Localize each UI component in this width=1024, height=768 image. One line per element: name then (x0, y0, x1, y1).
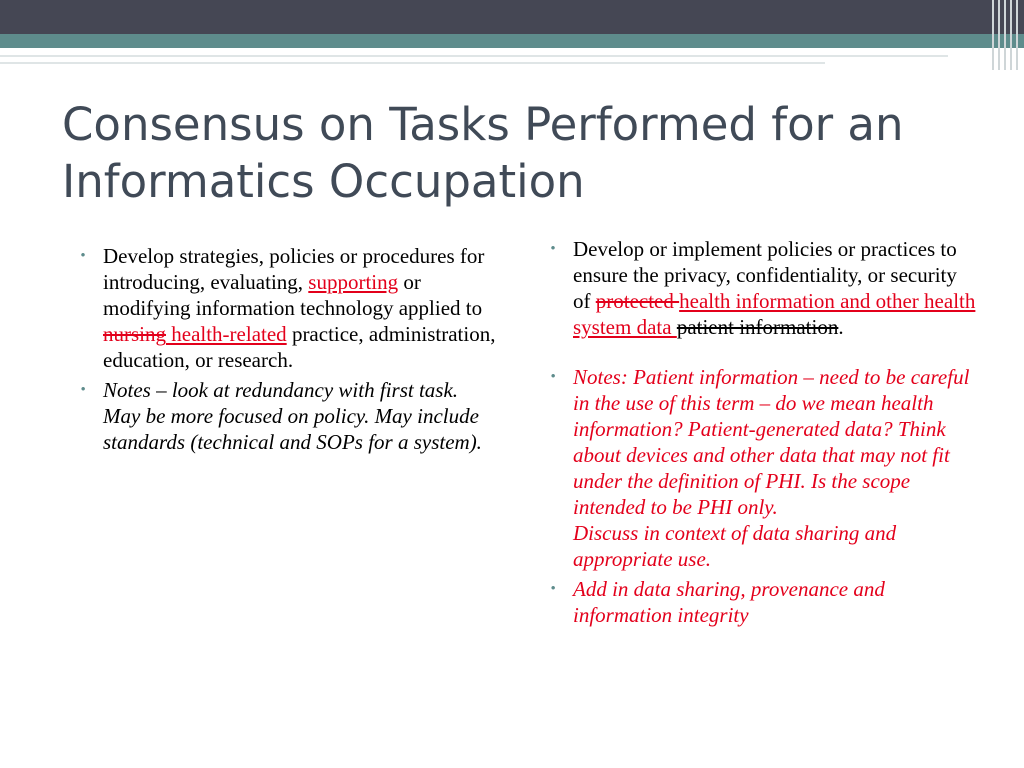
deleted-text: nursing (103, 322, 166, 346)
bullet-item (546, 236, 976, 340)
inserted-text: health information and other health system data (573, 289, 976, 339)
bullet-item (546, 364, 976, 572)
header-dark-bar (0, 0, 1024, 34)
header-thin-line (0, 55, 948, 57)
note-text: Notes: Patient information – need to be careful in the use of this term – do we mean health information? Patient-generated data? Think about devices and other data that may not fit under the definition of PHI. Is the scope intended to be PHI only. (573, 365, 970, 519)
header-thin-line (0, 62, 825, 64)
inserted-text: health-related (166, 322, 287, 346)
bullet-item (546, 576, 976, 628)
text: . (838, 315, 844, 339)
bullet-item (76, 377, 496, 455)
note-text: Add in data sharing, provenance and information integrity (573, 577, 885, 627)
header-stripes (990, 0, 1024, 70)
text: practice, administration, education, or research. (103, 322, 496, 372)
bullet-icon: • (80, 248, 86, 264)
bullet-icon: • (80, 382, 86, 398)
header-teal-bar (0, 34, 1024, 48)
bullet-icon: • (550, 369, 556, 385)
note-text: Discuss in context of data sharing and appropriate use. (573, 521, 897, 571)
inserted-text: supporting (308, 270, 399, 294)
text: Develop strategies, policies or procedures for introducing, evaluating, (103, 244, 485, 294)
slide-title: Consensus on Tasks Performed for an Informatics Occupation (62, 98, 904, 208)
text: Develop or implement policies or practices to ensure the privacy, confidentiality, or security of (573, 237, 957, 313)
bullet-item (76, 243, 496, 373)
bullet-icon: • (550, 581, 556, 597)
bullet-icon: • (550, 241, 556, 257)
deleted-text: protected (595, 289, 680, 313)
left-column (76, 243, 496, 455)
deleted-text: patient information (676, 315, 839, 339)
right-column (546, 236, 976, 628)
text: or modifying information technology applied to (103, 270, 483, 320)
note-text: Notes – look at redundancy with first task. May be more focused on policy. May include standards (technical and SOPs for a system). (103, 378, 482, 454)
